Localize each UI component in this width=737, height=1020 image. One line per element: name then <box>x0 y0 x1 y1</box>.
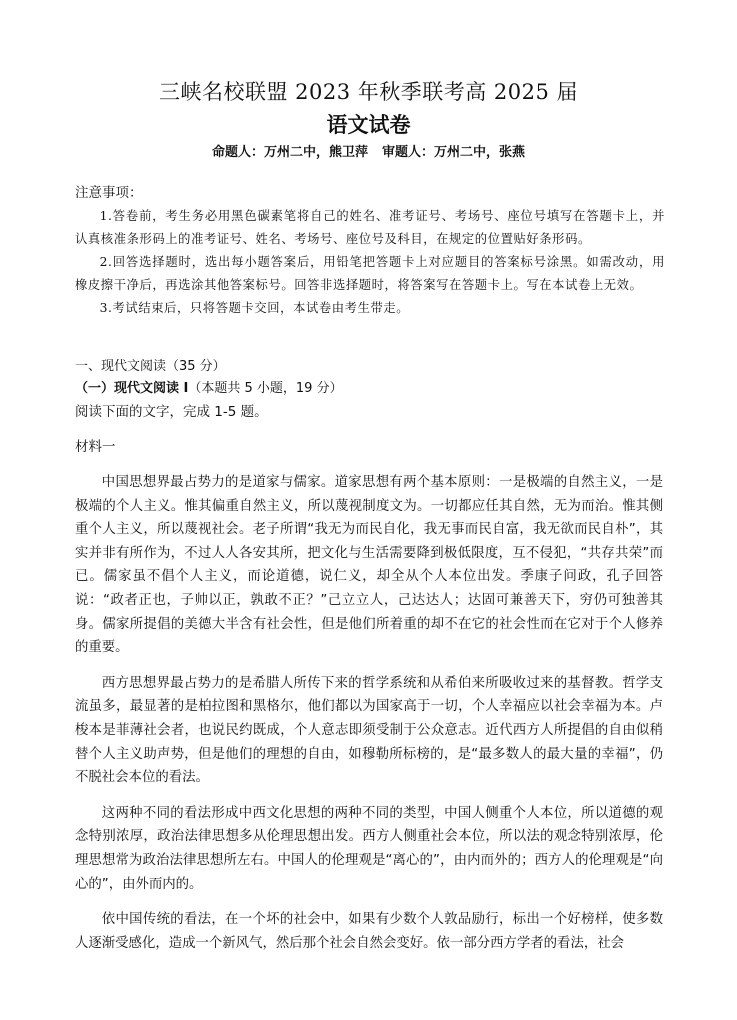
notice-item: 2.回答选择题时，选出每小题答案后，用铅笔把答题卡上对应题目的答案标号涂黑。如需改动，用橡皮擦干净后，再选涂其他答案标号。回答非选择题时，将答案写在答题卡上。写在本试卷上无效。 <box>75 255 665 292</box>
exam-authors <box>0 144 737 162</box>
setter-info: 命题人：万州二中，熊卫萍 <box>211 145 368 160</box>
passage-paragraph: 依中国传统的看法，在一个坏的社会中，如果有少数个人敦品励行，标出一个好榜样，使多数人逐渐受感化，造成一个新风气，然后那个社会自然会变好。依一部分西方学者的看法，社会 <box>75 912 663 951</box>
section-heading: 一、现代文阅读（35 分） <box>75 359 226 374</box>
passage-paragraph: 中国思想界最占势力的是道家与儒家。道家思想有两个基本原则：一是极端的自然主义，一是极端的个人主义。惟其偏重自然主义，所以蔑视制度文为。一切都应任其自然，无为而治。惟其侧重个人主义，所以蔑视社会。老子所谓“我无为而民自化，我无事而民自富，我无欲而民自朴”，其实并非有所作为，不过人人各安其所，把文化与生活需要降到极低限度，互不侵犯，“共存共荣”而已。儒家虽不倡个人主义，而论道德，说仁义，却全从个人本位出发。季康子问政，孔子回答说：“政者正也，子帅以正，孰敢不正？”己立立人，己达达人；达固可兼善天下，穷仍可独善其身。儒家所提倡的美德大半含有社会性，但是他们所着重的却不在它的社会性而在它对于个人修养的重要。 <box>75 475 663 656</box>
material-label: 材料一 <box>75 439 116 455</box>
reading-instruction: 阅读下面的文字，完成 1-5 题。 <box>75 404 268 420</box>
notice-list <box>75 205 665 320</box>
reviewer-info: 审题人：万州二中，张燕 <box>382 145 526 160</box>
sub-section-title: （一）现代文阅读 I <box>75 381 189 396</box>
sub-section-heading <box>75 379 343 399</box>
notice-item: 3.考试结束后，只将答题卡交回，本试卷由考生带走。 <box>99 301 410 315</box>
passage-body <box>75 471 663 967</box>
passage-paragraph: 西方思想界最占势力的是希腊人所传下来的哲学系统和从希伯来所吸收过来的基督教。哲学支流虽多，最显著的是柏拉图和黑格尔，他们都以为国家高于一切，个人幸福应以社会幸福为本。卢梭本是菲薄社会者，也说民约既成，个人意志即须受制于公众意志。近代西方人所提倡的自由似稍替个人主义助声势，但是他们的理想的自由，如穆勒所标榜的，是“最多数人的最大量的幸福”，仍不脱社会本位的看法。 <box>75 675 663 786</box>
notice-heading: 注意事项： <box>75 185 143 201</box>
sub-section-meta: （本题共 5 小题，19 分） <box>188 381 343 396</box>
exam-title: 三峡名校联盟 2023 年秋季联考高 2025 届 <box>158 80 579 104</box>
notice-item: 1.答卷前，考生务必用黑色碳素笔将自己的姓名、准考证号、考场号、座位号填写在答题卡上，并认真核准条形码上的准考证号、姓名、考场号、座位号及科目，在规定的位置贴好条形码。 <box>75 209 665 246</box>
passage-paragraph: 这两种不同的看法形成中西文化思想的两种不同的类型，中国人侧重个人本位，所以道德的观念特别浓厚，政治法律思想多从伦理思想出发。西方人侧重社会本位，所以法的观念特别浓厚，伦理思想常为政治法律思想所左右。中国人的伦理观是“离心的”，由内而外的；西方人的伦理观是“向心的”，由外而内的。 <box>75 805 663 892</box>
exam-subject: 语文试卷 <box>326 112 411 137</box>
